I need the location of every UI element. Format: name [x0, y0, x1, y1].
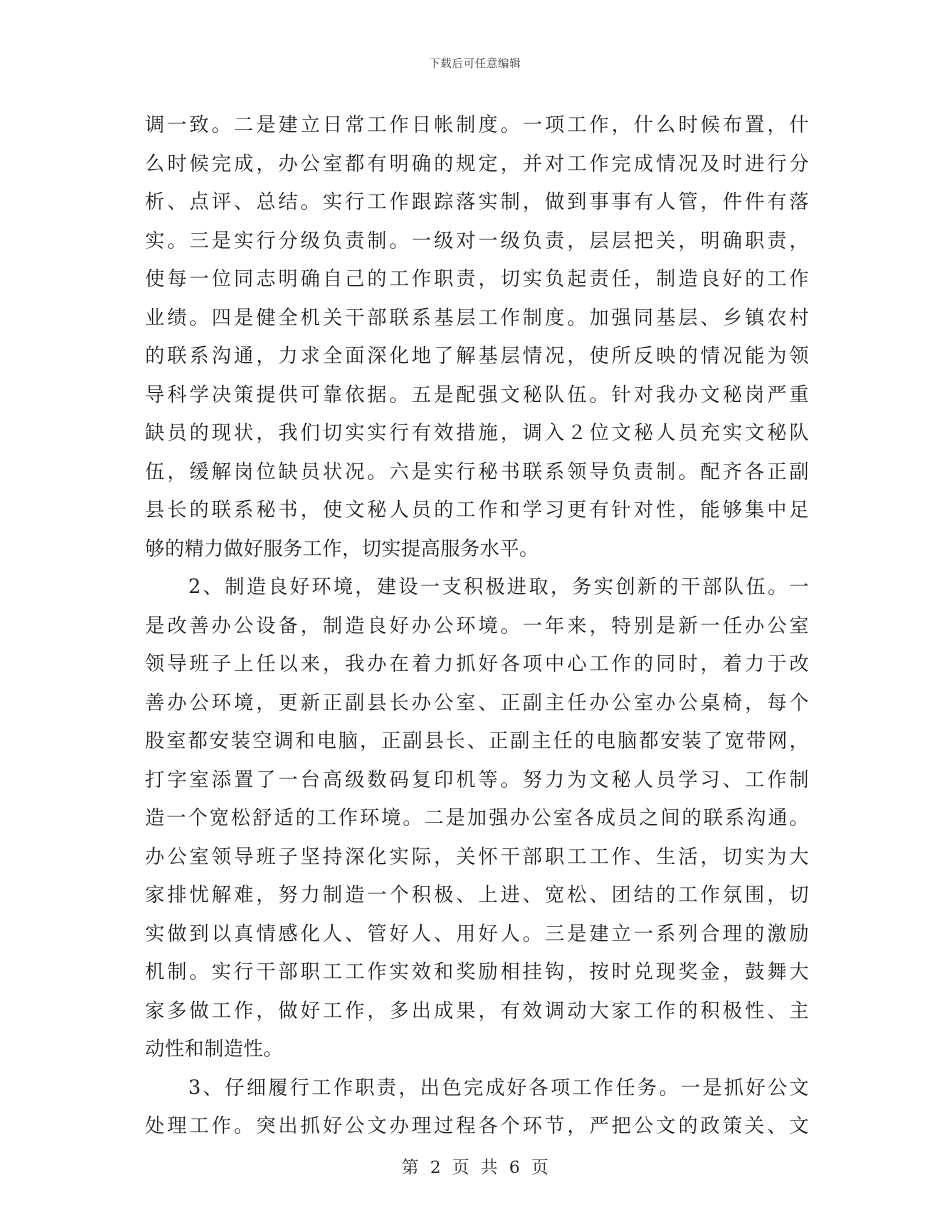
- text-line: 股室都安装空调和电脑，正副县长、正副主任的电脑都安装了宽带网，: [145, 729, 809, 752]
- text-line: 导科学决策提供可靠依据。五是配强文秘队伍。针对我办文秘岗严重: [145, 382, 809, 406]
- text-line: 够的精力做好服务工作，切实提高服务水平。: [145, 536, 540, 560]
- text-line: 领导班子上任以来，我办在着力抓好各项中心工作的同时，着力于改: [145, 652, 809, 675]
- text-line: 么时候完成，办公室都有明确的规定，并对工作完成情况及时进行分: [145, 151, 809, 175]
- text-line: 造一个宽松舒适的工作环境。二是加强办公室各成员之间的联系沟通。: [145, 806, 809, 829]
- text-line: 是改善办公设备，制造良好办公环境。一年来，特别是新一任办公室: [145, 613, 809, 637]
- text-line: 使每一位同志明确自己的工作职责，切实负起责任，制造良好的工作: [145, 267, 809, 290]
- text-line: 实。三是实行分级负责制。一级对一级负责，层层把关，明确职责，: [145, 228, 809, 252]
- text-line: 实做到以真情感化人、管好人、用好人。三是建立一系列合理的激励: [145, 921, 809, 945]
- paragraph-1: [145, 106, 809, 568]
- text-line: 3、仔细履行工作职责，出色完成好各项工作任务。一是抓好公文: [145, 1075, 809, 1099]
- text-line: 伍，缓解岗位缺员状况。六是实行秘书联系领导负责制。配齐各正副: [145, 459, 809, 483]
- text-line: 机制。实行干部职工工作实效和奖励相挂钩，按时兑现奖金，鼓舞大: [145, 960, 809, 983]
- text-line: 打字室添置了一台高级数码复印机等。努力为文秘人员学习、工作制: [145, 767, 809, 791]
- text-line: 家排忧解难，努力制造一个积极、上进、宽松、团结的工作氛围，切: [145, 883, 809, 906]
- text-line: 业绩。四是健全机关干部联系基层工作制度。加强同基层、乡镇农村: [145, 305, 809, 329]
- text-line: 善办公环境，更新正副县长办公室、正副主任办公室办公桌椅，每个: [145, 690, 809, 714]
- page-header: 下载后可任意编辑: [429, 57, 521, 70]
- text-line: 的联系沟通，力求全面深化地了解基层情况，使所反映的情况能为领: [145, 344, 809, 367]
- document-body: [145, 106, 809, 1146]
- text-line: 缺员的现状，我们切实实行有效措施，调入２位文秘人员充实文秘队: [145, 421, 809, 444]
- text-line: 处理工作。突出抓好公文办理过程各个环节，严把公文的政策关、文: [145, 1114, 809, 1137]
- text-line: 动性和制造性。: [145, 1037, 283, 1060]
- page-number: 第 2 页 共 6 页: [401, 1158, 549, 1178]
- text-line: 家多做工作，做好工作，多出成果，有效调动大家工作的积极性、主: [145, 998, 809, 1022]
- text-line: 办公室领导班子坚持深化实际，关怀干部职工工作、生活，切实为大: [145, 844, 809, 868]
- paragraph-2: [145, 568, 809, 1069]
- text-line: 调一致。二是建立日常工作日帐制度。一项工作，什么时候布置，什: [145, 113, 809, 136]
- text-line: 析、点评、总结。实行工作跟踪落实制，做到事事有人管，件件有落: [145, 190, 809, 213]
- paragraph-3: [145, 1069, 809, 1146]
- text-line: 2、制造良好环境，建设一支积极进取，务实创新的干部队伍。一: [145, 575, 809, 598]
- text-line: 县长的联系秘书，使文秘人员的工作和学习更有针对性，能够集中足: [145, 498, 809, 521]
